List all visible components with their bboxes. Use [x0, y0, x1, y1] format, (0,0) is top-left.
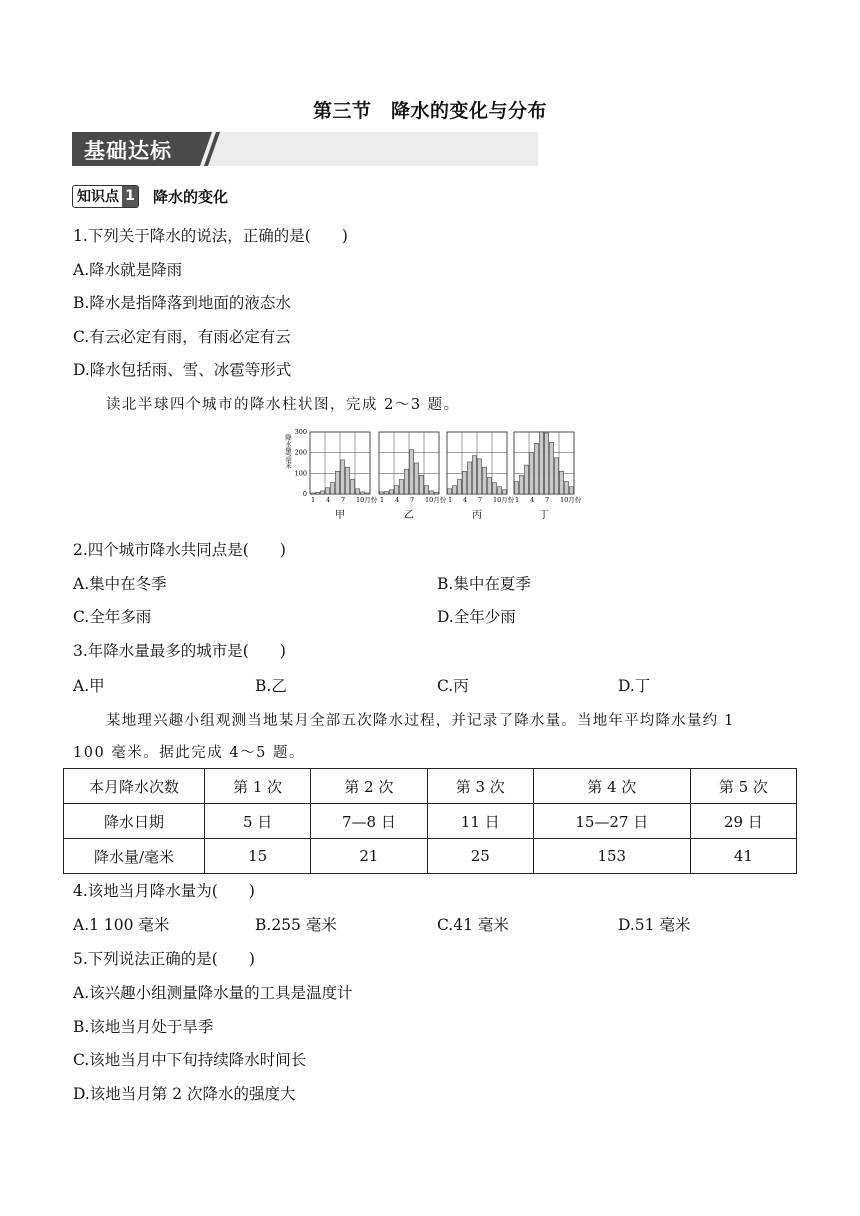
q4-option-b: B.255 毫米 [255, 916, 337, 934]
x-tick-label: 7 [478, 496, 483, 504]
q3-option-d: D.丁 [618, 677, 651, 695]
x-tick-label: 4 [395, 496, 400, 504]
chart-bar [549, 442, 553, 494]
y-tick-label: 0 [302, 490, 307, 498]
table-cell: 15—27 日 [533, 804, 690, 839]
chart-bar [452, 486, 456, 494]
table-cell: 41 [690, 839, 796, 874]
chart-bar [360, 492, 364, 494]
table-cell: 11 日 [427, 804, 533, 839]
chart-bar [524, 465, 528, 494]
table-cell: 本月降水次数 [64, 769, 205, 804]
table-cell: 第 1 次 [205, 769, 311, 804]
y-axis-label: 降水量/毫米 [284, 434, 292, 469]
chart-caption: 乙 [404, 510, 414, 521]
chart-bar [447, 489, 451, 494]
chart-bar [497, 487, 501, 494]
chart-bar [559, 471, 563, 494]
table-cell: 第 4 次 [533, 769, 690, 804]
chart-bar [340, 460, 344, 494]
q4-option-c: C.41 毫米 [437, 916, 509, 934]
chart-bar [539, 432, 543, 494]
table-cell: 第 3 次 [427, 769, 533, 804]
chart-bar [310, 493, 314, 494]
chart-bar [514, 482, 518, 494]
precipitation-table [63, 768, 797, 874]
q2-option-d: D.全年少雨 [437, 608, 516, 626]
instruction-4-5-line1: 某地理兴趣小组观测当地某月全部五次降水过程，并记录了降水量。当地年平均降水量约 1 [106, 713, 735, 729]
chart-bar [492, 483, 496, 494]
table-cell: 降水量/毫米 [64, 839, 205, 874]
table-cell: 降水日期 [64, 804, 205, 839]
banner-label: 基础达标 [84, 139, 172, 163]
q1-option-c: C.有云必定有雨，有雨必定有云 [73, 328, 291, 346]
chart-bar [529, 453, 533, 494]
q4-option-a: A.1 100 毫米 [73, 916, 170, 934]
instruction-2-3: 读北半球四个城市的降水柱状图，完成 2～3 题。 [106, 397, 460, 413]
chart-bar [534, 443, 538, 494]
chart-bar [379, 492, 383, 494]
chart-bar [404, 469, 408, 494]
chart-bar [554, 458, 558, 494]
chart-bar [467, 462, 471, 494]
q5-option-a: A.该兴趣小组测量降水量的工具是温度计 [73, 984, 353, 1002]
chart-bar [519, 475, 523, 494]
q2-stem: 2.四个城市降水共同点是( ) [73, 541, 286, 559]
chart-caption: 丙 [472, 510, 482, 521]
chart-bar [482, 467, 486, 494]
section-banner [72, 132, 538, 166]
x-tick-label: 7 [545, 496, 550, 504]
table-cell: 5 日 [205, 804, 311, 839]
chart-caption: 甲 [335, 510, 345, 521]
x-tick-label: 4 [530, 496, 535, 504]
knowledge-point-tag [72, 185, 139, 208]
x-tick-label: 4 [463, 496, 468, 504]
chart-bar [429, 491, 433, 494]
knowledge-point-header [72, 184, 228, 208]
chart-bar [569, 487, 573, 494]
q3-option-a: A.甲 [73, 677, 105, 695]
x-tick-label: 7 [341, 496, 346, 504]
chart-bar [335, 471, 339, 494]
chart-bar [365, 493, 369, 494]
chart-bar [384, 492, 388, 494]
table-cell: 153 [533, 839, 690, 874]
x-tick-label: 4 [326, 496, 331, 504]
chart-bar [472, 456, 476, 494]
y-tick-label: 300 [294, 428, 307, 436]
q2-option-b: B.集中在夏季 [437, 575, 531, 593]
chart-bar [345, 467, 349, 494]
chart-bar [487, 477, 491, 494]
y-tick-label: 200 [294, 448, 307, 457]
q2-option-a: A.集中在冬季 [73, 575, 167, 593]
table-cell: 第 5 次 [690, 769, 796, 804]
x-tick-label: 7 [410, 496, 415, 504]
q1-option-d: D.降水包括雨、雪、冰雹等形式 [73, 361, 292, 379]
chart-bar [325, 488, 329, 494]
y-tick-label: 100 [294, 469, 307, 478]
chart-bar [502, 490, 506, 494]
knowledge-point-number: 1 [122, 186, 138, 207]
table-cell: 21 [311, 839, 427, 874]
table-row [64, 769, 797, 804]
precipitation-charts-svg [282, 428, 582, 524]
table-cell: 第 2 次 [311, 769, 427, 804]
q3-option-b: B.乙 [255, 677, 287, 695]
table-cell: 25 [427, 839, 533, 874]
chart-bar [320, 491, 324, 494]
chart-bar [424, 486, 428, 494]
table-cell: 7—8 日 [311, 804, 427, 839]
x-tick-label: 10月份 [560, 496, 582, 504]
q1-option-a: A.降水就是降雨 [73, 261, 183, 279]
q4-stem: 4.该地当月降水量为( ) [73, 882, 255, 900]
chart-bar [462, 471, 466, 494]
chart-bar [355, 489, 359, 494]
table-cell: 15 [205, 839, 311, 874]
chart-bar [419, 475, 423, 494]
table-cell: 29 日 [690, 804, 796, 839]
instruction-4-5-line2: 100 毫米。据此完成 4～5 题。 [73, 745, 305, 761]
x-tick-label: 1 [448, 496, 453, 504]
x-tick-label: 10月份 [493, 496, 515, 504]
knowledge-point-label: 知识点 [77, 189, 119, 205]
chart-bar [434, 492, 438, 494]
chart-bar [389, 490, 393, 494]
page-title: 第三节 降水的变化与分布 [312, 100, 547, 122]
chart-bar [414, 463, 418, 494]
chart-bar [477, 459, 481, 494]
q5-stem: 5.下列说法正确的是( ) [73, 950, 255, 968]
chart-bar [457, 480, 461, 494]
chart-bar [394, 486, 398, 494]
chart-caption: 丁 [539, 510, 549, 521]
x-tick-label: 1 [311, 496, 316, 504]
q5-option-c: C.该地当月中下旬持续降水时间长 [73, 1051, 307, 1069]
x-tick-label: 10月份 [425, 496, 447, 504]
chart-bar [350, 480, 354, 494]
chart-bar [564, 482, 568, 494]
chart-bar [399, 480, 403, 494]
q3-option-c: C.丙 [437, 677, 469, 695]
chart-bar [330, 483, 334, 494]
chart-bar [544, 433, 548, 494]
q3-stem: 3.年降水量最多的城市是( ) [73, 642, 286, 660]
q5-option-d: D.该地当月第 2 次降水的强度大 [73, 1085, 296, 1103]
q2-option-c: C.全年多雨 [73, 608, 152, 626]
q5-option-b: B.该地当月处于旱季 [73, 1018, 214, 1036]
table-row [64, 839, 797, 874]
chart-bar [409, 450, 413, 494]
x-tick-label: 1 [515, 496, 520, 504]
knowledge-point-title: 降水的变化 [153, 187, 229, 206]
chart-bar [315, 492, 319, 494]
q4-option-d: D.51 毫米 [618, 916, 691, 934]
q1-option-b: B.降水是指降落到地面的液态水 [73, 294, 291, 312]
x-tick-label: 1 [380, 496, 385, 504]
x-tick-label: 10月份 [356, 496, 378, 504]
table-row [64, 804, 797, 839]
q1-stem: 1.下列关于降水的说法，正确的是( ) [73, 227, 348, 245]
precipitation-charts [282, 428, 582, 524]
